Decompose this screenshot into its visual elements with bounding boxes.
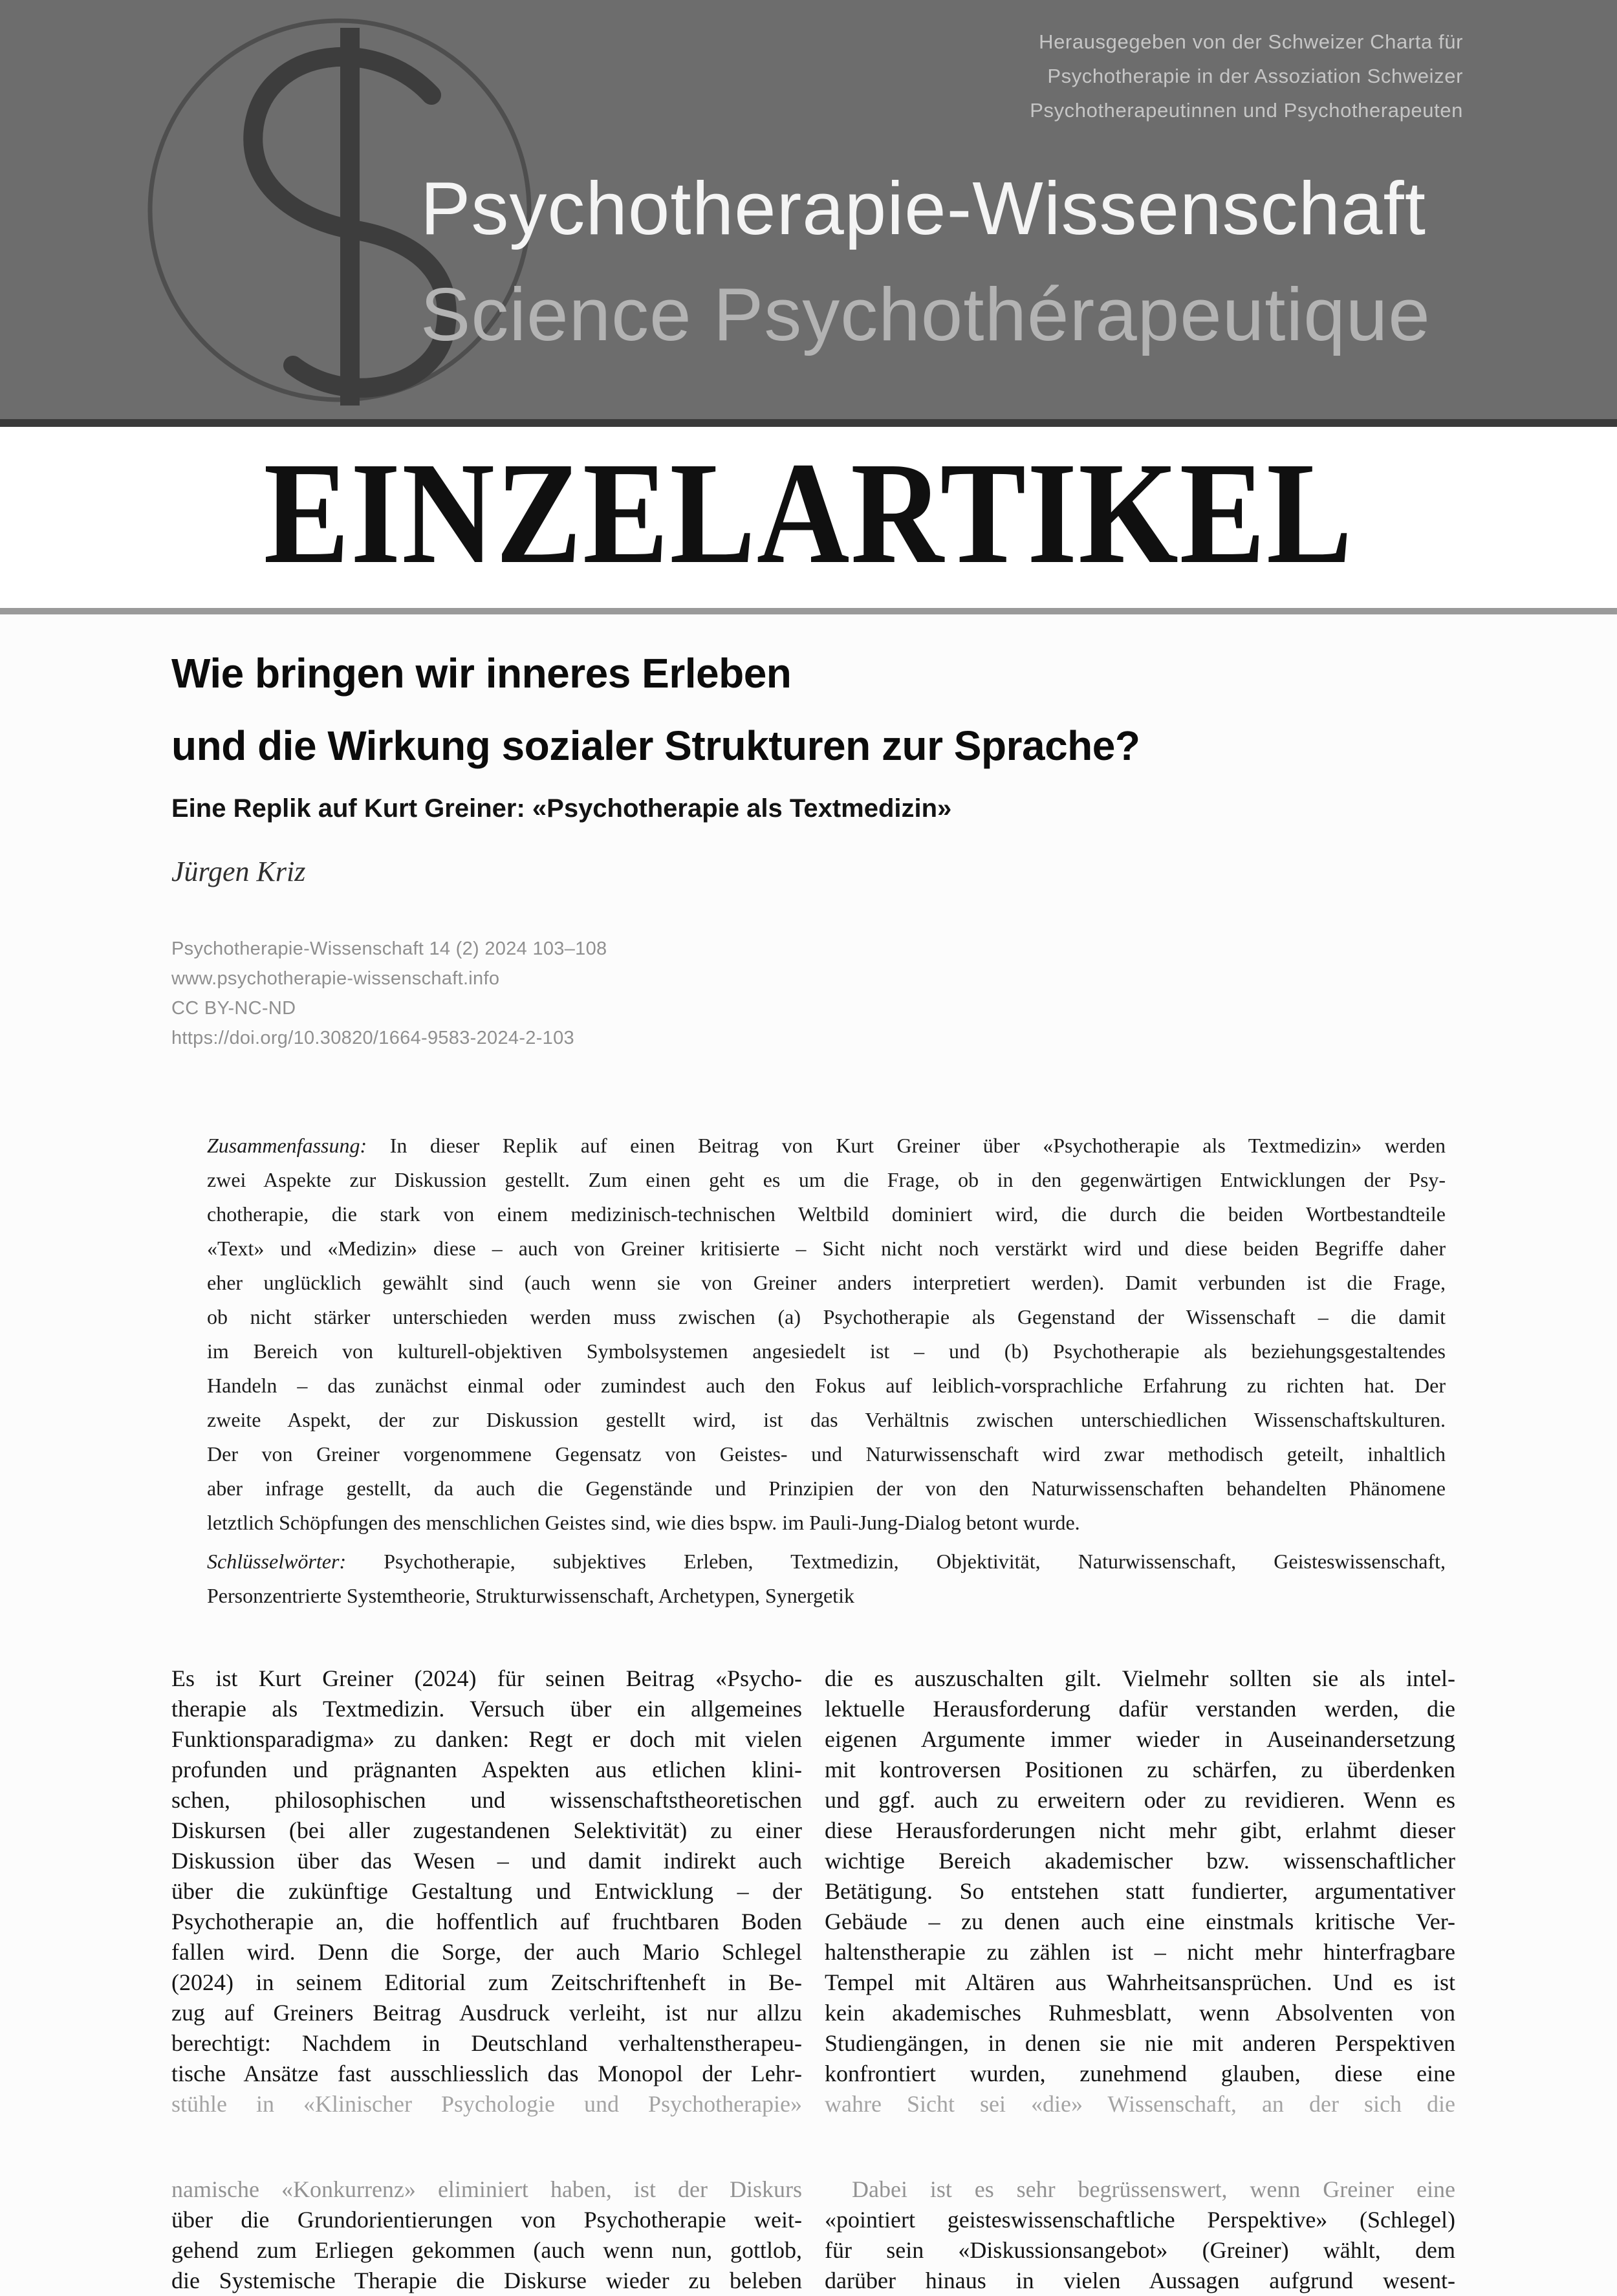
section-divider <box>0 608 1617 614</box>
text-line: Tempel mit Altären aus Wahrheitsansprüchen. Und es ist <box>825 1969 1455 1995</box>
text-line: chotherapie, die stark von einem medizinisch-technischen Weltbild dominiert wird, die durch die beiden Wortbestandteile <box>207 1202 1446 1226</box>
imprint-line: Psychotherapie in der Assoziation Schweizer <box>1047 65 1463 87</box>
text-line: die es auszuschalten gilt. Vielmehr sollten sie als intel- <box>825 1665 1455 1691</box>
article-subtitle: Eine Replik auf Kurt Greiner: «Psychotherapie als Textmedizin» <box>171 794 952 823</box>
text-line: Gebäude – zu denen auch eine einstmals kritische Ver- <box>825 1909 1455 1934</box>
section-title: EINZELARTIKEL <box>263 432 1354 594</box>
text-line: (2024) in seinem Editorial zum Zeitschriftenheft in Be- <box>171 1969 802 1995</box>
text-line: namische «Konkurrenz» eliminiert haben, ist der Diskurs <box>171 2176 802 2202</box>
article-title <box>171 637 1140 782</box>
text-line: über die zukünftige Gestaltung und Entwicklung – der <box>171 1878 802 1904</box>
text-line: Zusammenfassung: In dieser Replik auf einen Beitrag von Kurt Greiner über «Psychotherapie als Textmedizin» werden <box>207 1134 1446 1157</box>
text-line: letztlich Schöpfungen des menschlichen Geistes sind, wie dies bspw. im Pauli-Jung-Dialog betont wurde. <box>207 1511 1080 1534</box>
text-line: lektuelle Herausforderung dafür verstanden werden, die <box>825 1696 1455 1722</box>
article-title-line: und die Wirkung sozialer Strukturen zur Sprache? <box>171 722 1140 769</box>
doi-link[interactable]: https://doi.org/10.30820/1664-9583-2024-2-103 <box>171 1028 574 1048</box>
text-line: konfrontiert wurden, zunehmend glauben, diese eine <box>825 2061 1455 2086</box>
text-line: Psychotherapie an, die hoffentlich auf fruchtbaren Boden <box>171 1909 802 1934</box>
text-line: für sein «Diskussionsangebot» (Greiner) wählt, dem <box>825 2237 1455 2263</box>
text-line: zweite Aspekt, der zur Diskussion gestellt wird, ist das Verhältnis zwischen unterschiedlichen Wissenschaftskulturen. <box>207 1408 1446 1431</box>
text-line: berechtigt: Nachdem in Deutschland verhaltenstherapeu- <box>171 2030 802 2056</box>
text-line: Personzentrierte Systemtheorie, Strukturwissenschaft, Archetypen, Synergetik <box>207 1584 854 1607</box>
body-column-left <box>171 1663 802 2119</box>
text-line: «Text» und «Medizin» diese – auch von Greiner kritisierte – Sicht nicht noch verstärkt wird und diese beiden Begriffe daher <box>207 1237 1446 1260</box>
text-line: und ggf. auch zu erweitern oder zu revidieren. Wenn es <box>825 1787 1455 1813</box>
keywords-block <box>207 1544 1446 1613</box>
abstract-block <box>207 1129 1446 1540</box>
text-line: wichtige Bereich akademischer bzw. wissenschaftlicher <box>825 1848 1455 1874</box>
text-line: wahre Sicht sei «die» Wissenschaft, an der sich die <box>825 2091 1455 2117</box>
header-divider <box>0 419 1617 427</box>
text-line: Diskussion über das Wesen – und damit indirekt auch <box>171 1848 802 1874</box>
text-line: fallen wird. Denn die Sorge, der auch Mario Schlegel <box>171 1939 802 1965</box>
author-name: Jürgen Kriz <box>171 856 306 887</box>
text-line: über die Grundorientierungen von Psychotherapie weit- <box>171 2207 802 2233</box>
text-line: kein akademisches Ruhmesblatt, wenn Absolventen von <box>825 2000 1455 2026</box>
text-line: gehend zum Erliegen gekommen (auch wenn nun, gottlob, <box>171 2237 802 2263</box>
text-line: mit kontroversen Positionen zu schärfen, zu überdenken <box>825 1757 1455 1782</box>
text-line: schen, philosophischen und wissenschaftstheoretischen <box>171 1787 802 1813</box>
imprint-line: Herausgegeben von der Schweizer Charta für <box>1039 30 1463 53</box>
article-title-line: Wie bringen wir inneres Erleben <box>171 650 792 697</box>
text-line: profunden und prägnanten Aspekten aus etlichen klini- <box>171 1757 802 1782</box>
journal-title <box>420 166 1431 356</box>
text-line: Der von Greiner vorgenommene Gegensatz von Geistes- und Naturwissenschaft wird zwar methodisch geteilt, inhaltlich <box>207 1442 1446 1466</box>
text-line: im Bereich von kulturell-objektiven Symbolsystemen angesiedelt ist – und (b) Psychotherapie als beziehungsgestaltendes <box>207 1339 1446 1363</box>
license-label: CC BY-NC-ND <box>171 998 296 1019</box>
text-line: «pointiert geisteswissenschaftliche Perspektive» (Schlegel) <box>825 2207 1455 2233</box>
text-line: Diskursen (bei aller zugestandenen Selektivität) zu einer <box>171 1817 802 1843</box>
journal-title-german: Psychotherapie-Wissenschaft <box>420 166 1426 250</box>
text-line: Studiengängen, in denen sie nie mit anderen Perspektiven <box>825 2030 1455 2056</box>
text-line: zwei Aspekte zur Diskussion gestellt. Zum einen geht es um die Frage, ob in den gegenwärtigen Entwicklungen der Psy- <box>207 1168 1446 1191</box>
text-line: Es ist Kurt Greiner (2024) für seinen Beitrag «Psycho- <box>171 1665 802 1691</box>
publisher-imprint <box>1030 25 1463 127</box>
journal-website-link[interactable]: www.psychotherapie-wissenschaft.info <box>171 968 500 989</box>
text-line: Funktionsparadigma» zu danken: Regt er doch mit vielen <box>171 1726 802 1752</box>
text-line: ob nicht stärker unterschieden werden muss zwischen (a) Psychotherapie als Gegenstand der Wissenschaft – die damit <box>207 1305 1446 1328</box>
text-line: eigenen Argumente immer wieder in Auseinandersetzung <box>825 1726 1455 1752</box>
text-line: darüber hinaus in vielen Aussagen aufgrund wesent- <box>825 2268 1455 2293</box>
journal-header <box>0 0 1617 419</box>
text-line: Schlüsselwörter: Psychotherapie, subjektives Erleben, Textmedizin, Objektivität, Naturwissenschaft, Geisteswissenschaft, <box>207 1550 1446 1573</box>
text-line: haltenstherapie zu zählen ist – nicht mehr hinterfragbare <box>825 1939 1455 1965</box>
text-line: eher unglücklich gewählt sind (auch wenn sie von Greiner anders interpretiert werden). Damit verbunden ist die Frage, <box>207 1271 1446 1294</box>
text-line: aber infrage gestellt, da auch die Gegenstände und Prinzipien der von den Naturwissenschaften behandelten Phänomene <box>207 1477 1446 1500</box>
text-line: zug auf Greiners Beitrag Ausdruck verleiht, ist nur allzu <box>171 2000 802 2026</box>
text-line: die Systemische Therapie die Diskurse wieder zu beleben <box>171 2268 802 2293</box>
text-line: Handeln – das zunächst einmal oder zumindest auch den Fokus auf leiblich-vorsprachliche Erfahrung zu richten hat. Der <box>207 1374 1446 1397</box>
text-line: stühle in «Klinischer Psychologie und Psychotherapie» <box>171 2091 802 2117</box>
text-line: diese Herausforderungen nicht mehr gibt, erlahmt dieser <box>825 1817 1455 1843</box>
body-column-right-continued <box>825 2174 1455 2296</box>
text-line: therapie als Textmedizin. Versuch über ein allgemeines <box>171 1696 802 1722</box>
body-column-right <box>825 1663 1455 2119</box>
journal-title-french: Science Psychothérapeutique <box>420 272 1431 356</box>
citation-block <box>171 934 607 1053</box>
citation-journal-ref: Psychotherapie-Wissenschaft 14 (2) 2024 103–108 <box>171 938 607 959</box>
text-line: Dabei ist es sehr begrüssenswert, wenn Greiner eine <box>852 2176 1455 2202</box>
text-line: tische Ansätze fast ausschliesslich das Monopol der Lehr- <box>171 2061 802 2086</box>
body-column-left-continued <box>171 2174 802 2296</box>
imprint-line: Psychotherapeutinnen und Psychotherapeuten <box>1030 99 1463 122</box>
text-line: Betätigung. So entstehen statt fundierter, argumentativer <box>825 1878 1455 1904</box>
